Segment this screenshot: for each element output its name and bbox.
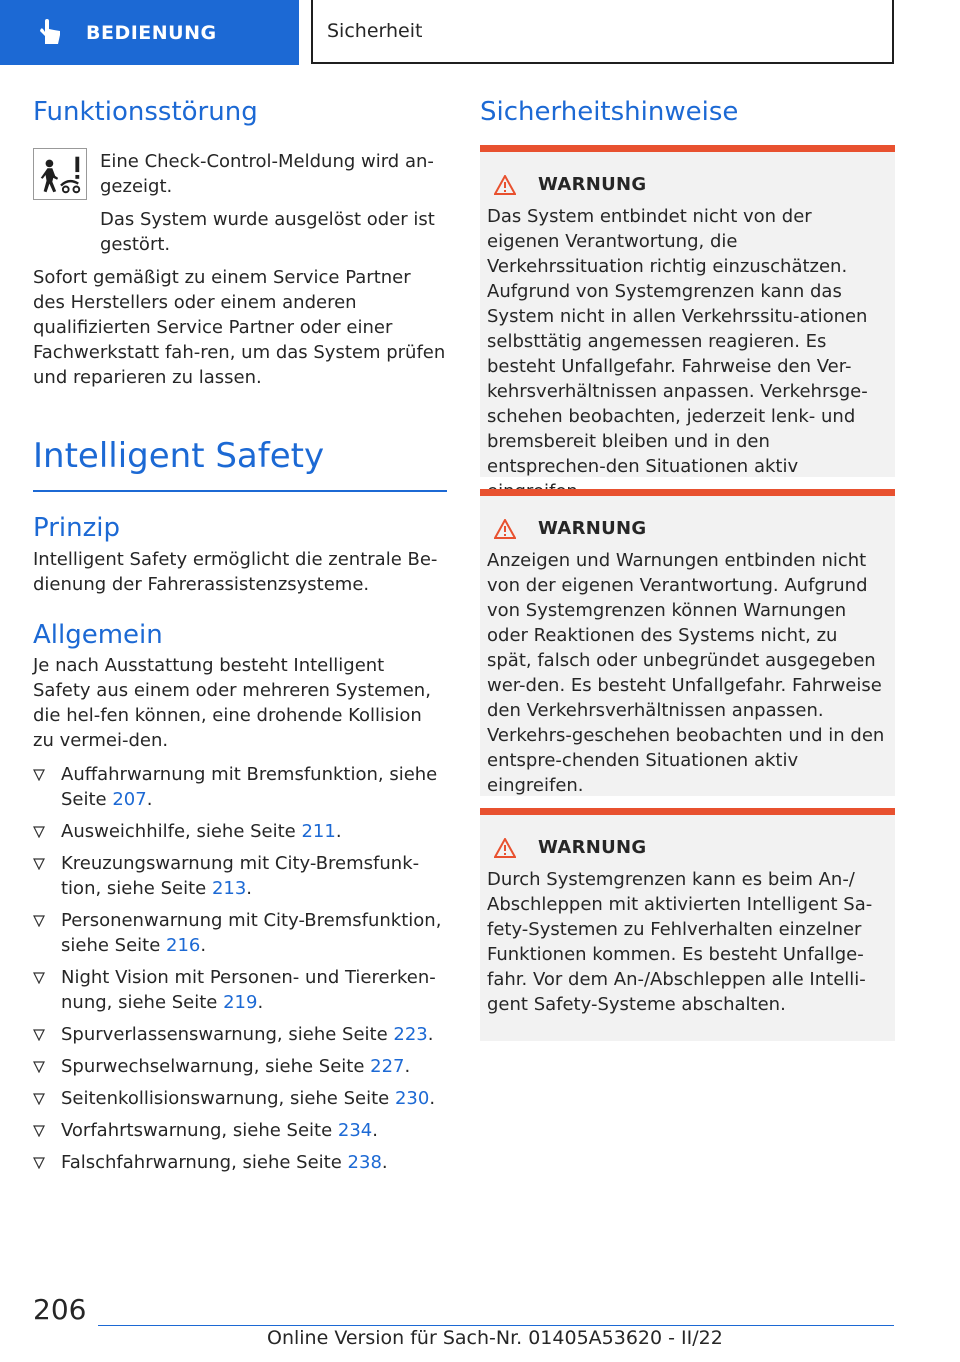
safety-notes-heading: Sicherheitshinweise	[480, 97, 739, 127]
triangle-bullet-icon	[33, 1125, 45, 1137]
list-item-text: Seitenkollisionswarnung, siehe Seite	[61, 1088, 395, 1110]
page-reference-link[interactable]: 216	[166, 935, 201, 957]
chapter-header	[311, 0, 894, 64]
list-item-period: .	[404, 1056, 411, 1078]
triangle-bullet-icon	[33, 1157, 45, 1169]
list-item-period: .	[200, 935, 207, 957]
list-item-text: Ausweichhilfe, siehe Seite	[61, 821, 302, 843]
principle-text: Intelligent Safety ermöglicht die zentrale Be-dienung der Fahrerassistenzsysteme.	[33, 548, 438, 595]
hand-pointer-icon	[34, 17, 66, 49]
warning-text: Durch Systemgrenzen kann es beim An-/ Abschleppen mit aktivierten Intelligent Sa-fety-Systemen zu Fehlverhalten einzelner Funktionen kommen. Es besteht Unfallge-fahr. Vor dem An-/Abschleppen alle Intelli-gent Safety-Systeme abschalten.	[487, 869, 873, 1015]
principle-heading: Prinzip	[33, 513, 120, 544]
warning-label: WARNUNG	[538, 518, 647, 539]
triangle-bullet-icon	[33, 858, 45, 870]
list-item	[33, 1150, 447, 1175]
page-reference-link[interactable]: 234	[337, 1120, 373, 1142]
triangle-bullet-icon	[33, 826, 45, 838]
warning-triangle-icon	[494, 175, 516, 195]
general-heading: Allgemein	[33, 619, 163, 650]
list-item-period: .	[335, 821, 342, 843]
list-item	[33, 908, 447, 958]
list-item-text: Falschfahrwarnung, siehe Seite	[61, 1152, 348, 1174]
warning-box-3	[480, 808, 895, 1041]
pedestrian-warning-icon	[33, 148, 87, 200]
list-item-period: .	[427, 1024, 434, 1046]
list-item-period: .	[372, 1120, 378, 1142]
warning-triangle-icon	[494, 519, 516, 539]
list-item	[33, 1022, 447, 1047]
triangle-bullet-icon	[33, 972, 45, 984]
warning-text: Das System entbindet nicht von der eigenen Verantwortung, die Verkehrssituation richtig einzuschätzen. Aufgrund von Systemgrenzen kann das System nicht in allen Verkehrssitu-ationen selbsttätig angemessen reagieren. Es besteht Unfallgefahr. Fahrweise den Ver-kehrsverhältnissen anpassen. Verkehrsge-schehen beobachten, jederzeit lenk- und bremsbereit bleiben und in den entsprechen-den Situationen aktiv	[487, 206, 868, 477]
list-item	[33, 1118, 447, 1143]
list-item	[33, 762, 447, 812]
malfunction-text-2: Das System wurde ausgelöst oder ist gestört.	[100, 208, 435, 255]
right-column	[480, 96, 895, 1015]
triangle-bullet-icon	[33, 1029, 45, 1041]
list-item-text: Personenwarnung mit City-Bremsfunktion, siehe Seite	[61, 910, 442, 957]
triangle-bullet-icon	[33, 1093, 45, 1105]
chapter-title: Sicherheit	[327, 20, 423, 42]
triangle-bullet-icon	[33, 769, 45, 781]
triangle-bullet-icon	[33, 915, 45, 927]
page-reference-link[interactable]: 227	[370, 1056, 405, 1078]
page-reference-link[interactable]: 230	[394, 1088, 430, 1110]
page-reference-link[interactable]: 219	[223, 992, 258, 1014]
page-reference-link[interactable]: 207	[112, 789, 147, 811]
general-text: Je nach Ausstattung besteht Intelligent Safety aus einem oder mehreren Systemen, die hel-fen können, eine drohende Kollision zu vermei-den.	[33, 655, 431, 752]
warning-label: WARNUNG	[538, 837, 647, 858]
list-item-period: .	[246, 878, 253, 900]
warning-box-1	[480, 145, 895, 477]
list-item-text: Auffahrwarnung mit Bremsfunktion, siehe Seite	[61, 764, 438, 811]
list-item-text: Kreuzungswarnung mit City-Bremsfunk-tion, siehe Seite	[61, 853, 420, 900]
intelligent-safety-heading: Intelligent Safety	[33, 435, 325, 476]
section-label: BEDIENUNG	[86, 21, 217, 44]
warning-triangle-icon	[494, 838, 516, 858]
list-item	[33, 819, 447, 844]
list-item-period: .	[257, 992, 264, 1014]
left-column	[33, 96, 447, 1182]
list-item-period: .	[429, 1088, 436, 1110]
list-item-text: Spurwechselwarnung, siehe Seite	[61, 1056, 371, 1078]
warning-box-2	[480, 489, 895, 796]
malfunction-heading: Funktionsstörung	[33, 97, 258, 127]
page-reference-link[interactable]: 211	[301, 821, 336, 843]
list-item-period: .	[146, 789, 153, 811]
heading-rule	[33, 490, 447, 492]
malfunction-text-1: Eine Check-Control-Meldung wird an-gezeigt.	[100, 150, 434, 197]
section-tab[interactable]	[0, 0, 299, 65]
list-item-text: Spurverlassenswarnung, siehe Seite	[61, 1024, 394, 1046]
list-item	[33, 965, 447, 1015]
triangle-bullet-icon	[33, 1061, 45, 1073]
page-number: 206	[33, 1293, 87, 1326]
list-item	[33, 1054, 447, 1079]
page-reference-link[interactable]: 213	[211, 878, 247, 900]
systems-list	[33, 762, 447, 1175]
footer-online-version: Online Version für Sach-Nr. 01405A53620 - II/22	[267, 1327, 723, 1349]
warning-text: Anzeigen und Warnungen entbinden nicht von der eigenen Verantwortung. Aufgrund von Systemgrenzen können Warnungen oder Reaktionen des Systems nicht, zu spät, falsch oder unbegründet ausgegeben wer-den. Es besteht Unfallgefahr. Fahrweise den Verkehrsverhältnissen anpassen. Verkehrs-geschehen beobachten und in den entspre-chenden Situationen aktiv eingreifen.	[487, 550, 885, 796]
footer-rule	[98, 1325, 894, 1326]
page-reference-link[interactable]: 238	[347, 1152, 382, 1174]
page-reference-link[interactable]: 223	[393, 1024, 428, 1046]
warning-label: WARNUNG	[538, 174, 647, 195]
list-item	[33, 851, 447, 901]
list-item-text: Vorfahrtswarnung, siehe Seite	[61, 1120, 338, 1142]
malfunction-text-3: Sofort gemäßigt zu einem Service Partner des Herstellers oder einem anderen qualifizierten Service Partner oder einer Fachwerkstatt fah-ren, um das System prüfen und reparieren zu lassen.	[33, 266, 446, 388]
list-item-text: Night Vision mit Personen- und Tiererken-nung, siehe Seite	[61, 967, 436, 1014]
list-item-period: .	[381, 1152, 388, 1174]
list-item	[33, 1086, 447, 1111]
